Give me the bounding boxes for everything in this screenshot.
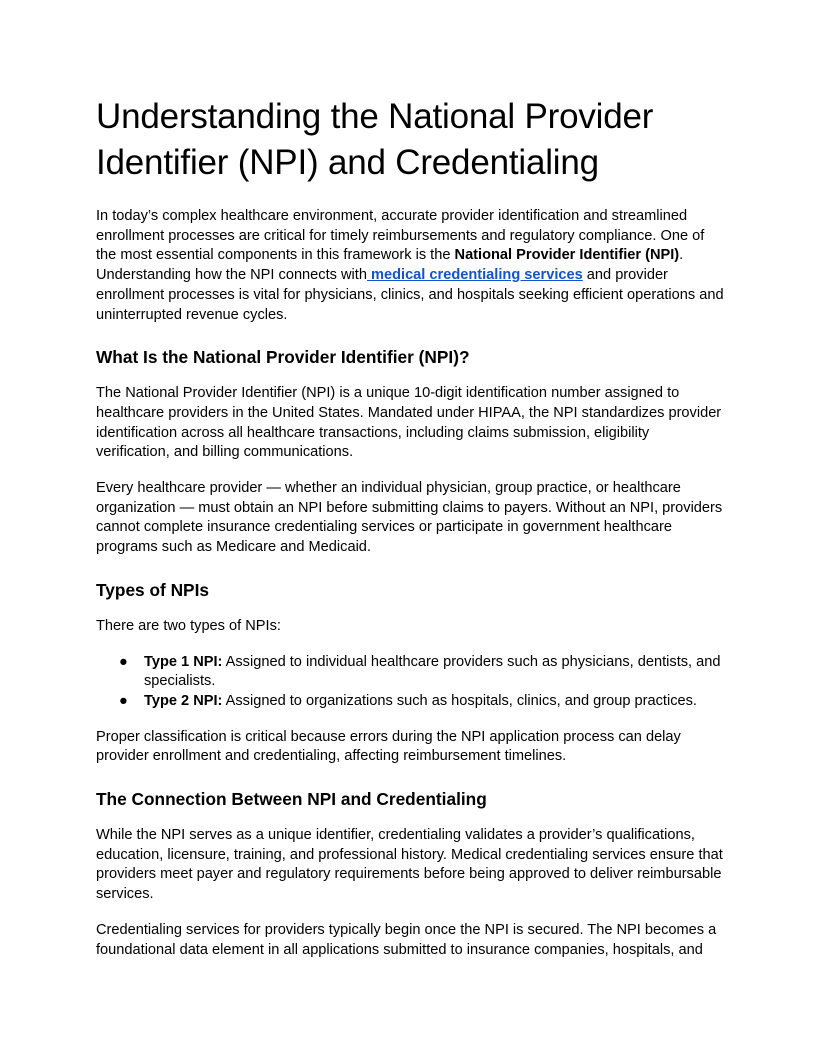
- intro-text-1: In today’s complex healthcare environment, accurate provider identification and streamlined enrollment processes are critical for timely reimbursements and regulatory compliance. One of the most essential components in this framework is the: [96, 208, 705, 264]
- list-item-type-2: [119, 692, 724, 712]
- section-heading-types-of-npis: Types of NPIs: [96, 579, 209, 600]
- section3-paragraph-2: Credentialing services for providers typically begin once the NPI is secured. The NPI becomes a foundational data element in all applications submitted to insurance companies, hospitals, and: [96, 921, 717, 958]
- intro-paragraph: [96, 207, 724, 325]
- list-item-label: Type 2 NPI:: [144, 692, 223, 709]
- list-item-text: Assigned to individual healthcare providers such as physicians, dentists, and specialists.: [144, 653, 721, 690]
- list-item-text: Assigned to organizations such as hospitals, clinics, and group practices.: [222, 692, 697, 709]
- intro-bold-npi: National Provider Identifier (NPI): [454, 247, 680, 264]
- section1-paragraph-1: The National Provider Identifier (NPI) is a unique 10-digit identification number assigned to healthcare providers in the United States. Mandated under HIPAA, the NPI standardizes provider identification across all healthcare transactions, including claims submission, eligibility verification, and billing communications.: [96, 385, 722, 461]
- section3-paragraph-1: While the NPI serves as a unique identifier, credentialing validates a provider’s qualifications, education, licensure, training, and professional history. Medical credentialing services ensure that providers meet payer and regulatory requirements before being approved to deliver reimbursable services.: [96, 827, 723, 903]
- section1-paragraph-2: Every healthcare provider — whether an individual physician, group practice, or healthcare organization — must obtain an NPI before submitting claims to payers. Without an NPI, providers cannot complete insurance credentialing services or participate in government healthcare programs such as Medicare and Medicaid.: [96, 480, 723, 556]
- section-heading-connection: The Connection Between NPI and Credentialing: [96, 789, 487, 810]
- document-title: Understanding the National Provider Identifier (NPI) and Credentialing: [96, 97, 654, 182]
- section2-intro: There are two types of NPIs:: [96, 617, 281, 634]
- list-item-label: Type 1 NPI:: [144, 653, 223, 670]
- medical-credentialing-link[interactable]: medical credentialing services: [366, 267, 583, 284]
- bullet-icon: ●: [119, 653, 128, 670]
- section-heading-what-is-npi: What Is the National Provider Identifier (NPI)?: [96, 347, 470, 368]
- list-item-type-1: [119, 653, 724, 692]
- npi-types-list: [96, 653, 724, 712]
- document-page: [96, 94, 724, 976]
- intro-text-2: . Understanding how the NPI connects with: [96, 247, 684, 284]
- bullet-icon: ●: [119, 692, 128, 709]
- intro-text-3: and provider enrollment processes is vital for physicians, clinics, and hospitals seeking efficient operations and uninterrupted revenue cycles.: [96, 267, 724, 323]
- section2-closing: Proper classification is critical because errors during the NPI application process can delay provider enrollment and credentialing, affecting reimbursement timelines.: [96, 728, 681, 765]
